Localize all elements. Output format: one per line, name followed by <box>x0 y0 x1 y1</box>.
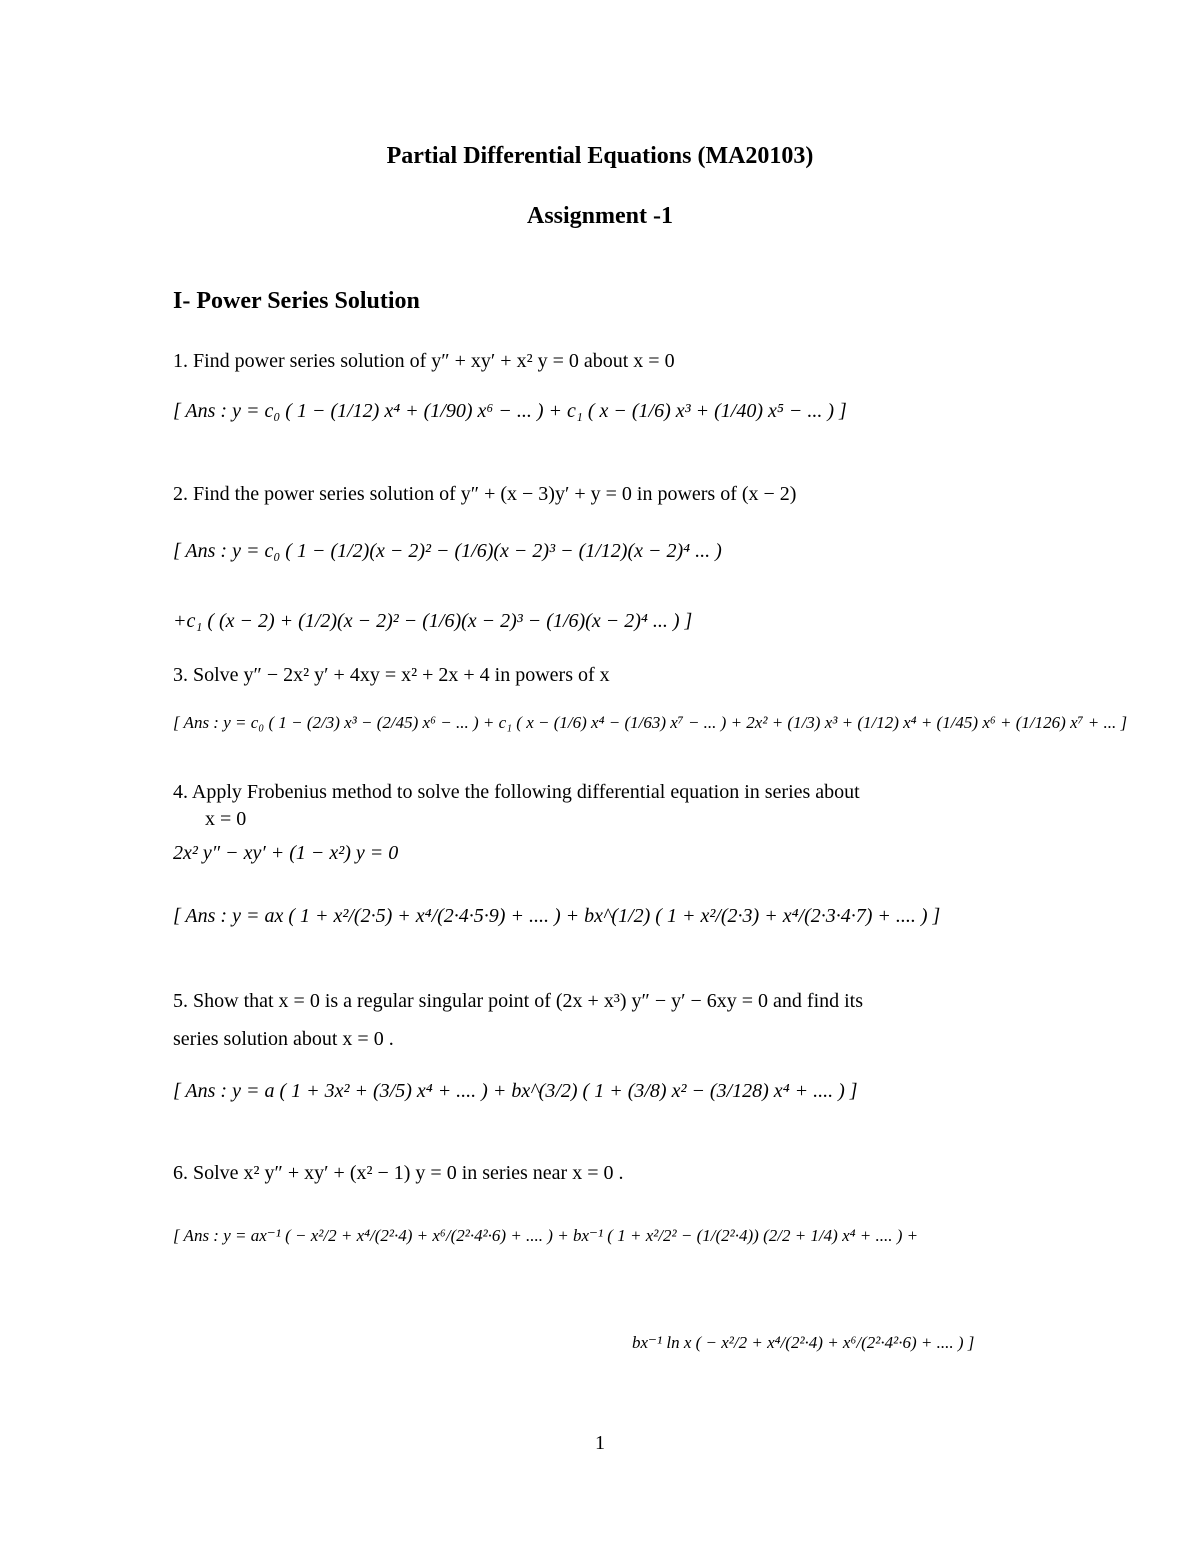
answer-6-line-2: bx⁻¹ ln x ( − x²/2 + x⁴/(2²·4) + x⁶/(2²·4²·6) + .... ) ] <box>632 1333 975 1352</box>
assignment-subtitle: Assignment -1 <box>526 203 673 229</box>
question-5-continued: series solution about x = 0 . <box>173 1028 394 1050</box>
question-1: 1. Find power series solution of y″ + xy′ + x² y = 0 about x = 0 <box>173 350 675 372</box>
page-number: 1 <box>595 1432 605 1454</box>
answer-1: [ Ans : y = c₀ ( 1 − (1/12) x⁴ + (1/90) x⁶ − ... ) + c₁ ( x − (1/6) x³ + (1/40) x⁵ − ... ) ] <box>173 400 847 422</box>
question-5: 5. Show that x = 0 is a regular singular point of (2x + x³) y″ − y′ − 6xy = 0 and find its <box>173 990 864 1012</box>
answer-3: [ Ans : y = c₀ ( 1 − (2/3) x³ − (2/45) x⁶ − ... ) + c₁ ( x − (1/6) x⁴ − (1/63) x⁷ − ... ) + 2x² + (1/3) x³ + (1/12) x⁴ + (1/45) x⁶ + (1/126) x⁷ + ... ] <box>173 713 1128 732</box>
answer-5: [ Ans : y = a ( 1 + 3x² + (3/5) x⁴ + .... ) + bx^(3/2) ( 1 + (3/8) x² − (3/128) x⁴ + .... ) ] <box>173 1080 858 1102</box>
question-4-point: x = 0 <box>205 808 247 830</box>
answer-4: [ Ans : y = ax ( 1 + x²/(2·5) + x⁴/(2·4·5·9) + .... ) + bx^(1/2) ( 1 + x²/(2·3) + x⁴/(2·3·4·7) + .... ) ] <box>173 905 941 927</box>
question-4: 4. Apply Frobenius method to solve the following differential equation in series about <box>173 781 860 803</box>
question-6: 6. Solve x² y″ + xy′ + (x² − 1) y = 0 in series near x = 0 . <box>173 1162 624 1184</box>
document-title: Partial Differential Equations (MA20103) <box>386 143 814 169</box>
answer-6-line-1: [ Ans : y = ax⁻¹ ( − x²/2 + x⁴/(2²·4) + x⁶/(2²·4²·6) + .... ) + bx⁻¹ ( 1 + x²/2² − (1/(2²·4)) (2/2 + 1/4) x⁴ + .... ) + <box>173 1226 919 1245</box>
answer-2-line-1: [ Ans : y = c₀ ( 1 − (1/2)(x − 2)² − (1/6)(x − 2)³ − (1/12)(x − 2)⁴ ... ) <box>173 540 722 562</box>
answer-2-line-2: +c₁ ( (x − 2) + (1/2)(x − 2)² − (1/6)(x − 2)³ − (1/6)(x − 2)⁴ ... ) ] <box>173 610 693 632</box>
question-4-equation: 2x² y″ − xy′ + (1 − x²) y = 0 <box>173 842 399 864</box>
question-3: 3. Solve y″ − 2x² y′ + 4xy = x² + 2x + 4 in powers of x <box>173 664 610 686</box>
section-heading: I- Power Series Solution <box>173 288 420 314</box>
question-2: 2. Find the power series solution of y″ + (x − 3)y′ + y = 0 in powers of (x − 2) <box>173 483 797 505</box>
